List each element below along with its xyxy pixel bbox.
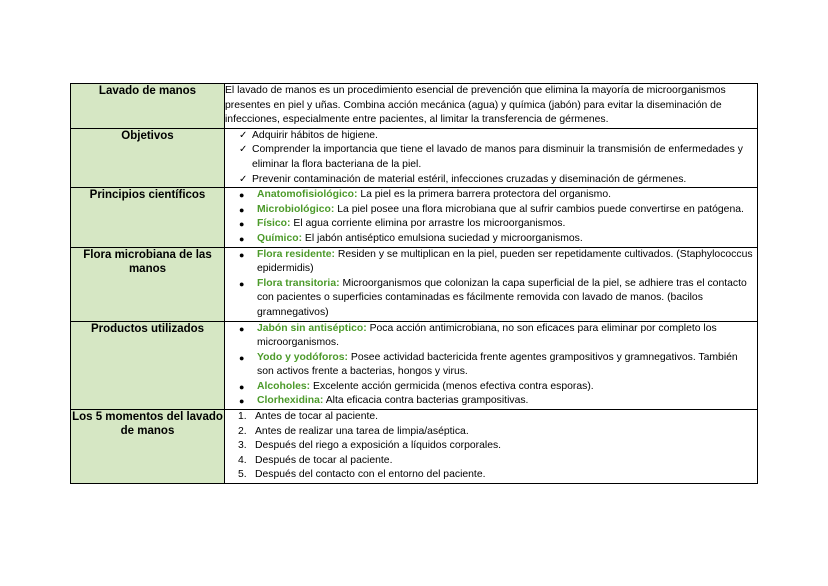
list-item bbox=[225, 351, 757, 380]
moments-list bbox=[225, 410, 757, 483]
list-item: 5. Después del contacto con el entorno del paciente. bbox=[225, 468, 757, 483]
item-text: El agua corriente elimina por arrastre los microorganismos. bbox=[290, 218, 566, 230]
checkmark-icon: ✓ bbox=[239, 129, 248, 141]
list-item bbox=[225, 217, 757, 232]
row-heading: Los 5 momentos del lavado de manos bbox=[71, 410, 225, 484]
item-term: Jabón sin antiséptico: bbox=[257, 322, 367, 334]
list-item: ✓ Prevenir contaminación de material estéril, infecciones cruzadas y diseminación de gérmenes. bbox=[225, 173, 757, 188]
item-number: 1. bbox=[238, 411, 247, 423]
row-flora bbox=[71, 247, 758, 321]
row-content bbox=[225, 410, 758, 484]
bullet-icon: ● bbox=[239, 219, 245, 230]
list-item: 3. Después del riego a exposición a líquidos corporales. bbox=[225, 439, 757, 454]
row-content: El lavado de manos es un procedimiento esencial de prevención que elimina la mayoría de microorganismos presentes en piel y uñas. Combina acción mecánica (agua) y química (jabón) para evitar la diseminación de infecciones, especialmente entre pacientes, al limitar la transferencia de gérmenes. bbox=[225, 84, 758, 129]
item-text: El jabón antiséptico emulsiona suciedad y microorganismos. bbox=[302, 232, 583, 244]
checkmark-icon: ✓ bbox=[239, 144, 248, 156]
bullet-icon: ● bbox=[239, 396, 245, 407]
item-term: Alcoholes: bbox=[257, 380, 311, 392]
list-item bbox=[225, 394, 757, 409]
bullet-icon: ● bbox=[239, 249, 245, 260]
row-momentos bbox=[71, 410, 758, 484]
row-productos bbox=[71, 321, 758, 410]
list-item: 1. Antes de tocar al paciente. bbox=[225, 410, 757, 425]
bullet-icon: ● bbox=[239, 278, 245, 289]
objectives-list bbox=[225, 129, 757, 187]
item-term: Yodo y yodóforos: bbox=[257, 351, 349, 363]
bullet-icon: ● bbox=[239, 204, 245, 215]
item-term: Clorhexidina: bbox=[257, 395, 324, 407]
list-item: 4. Después de tocar al paciente. bbox=[225, 454, 757, 469]
item-number: 4. bbox=[238, 454, 247, 466]
item-text: Alta eficacia contra bacterias grampositivas. bbox=[323, 395, 529, 407]
list-item: ✓ Comprender la importancia que tiene el lavado de manos para disminuir la transmisión de enfermedades y eliminar la flora bacteriana de la piel. bbox=[225, 143, 757, 172]
item-text: La piel posee una flora microbiana que al sufrir cambios puede convertirse en patógena. bbox=[334, 203, 744, 215]
principles-list bbox=[225, 188, 757, 246]
bullet-icon: ● bbox=[239, 323, 245, 334]
item-term: Anatomofisiológico: bbox=[257, 189, 358, 201]
list-item bbox=[225, 203, 757, 218]
item-text: Excelente acción germicida (menos efectiva contra esporas). bbox=[310, 380, 594, 392]
item-term: Flora transitoria: bbox=[257, 277, 340, 289]
flora-list bbox=[225, 248, 757, 321]
bullet-icon: ● bbox=[239, 352, 245, 363]
row-content bbox=[225, 247, 758, 321]
row-content bbox=[225, 128, 758, 187]
row-principios bbox=[71, 188, 758, 247]
list-item: ✓ Adquirir hábitos de higiene. bbox=[225, 129, 757, 144]
item-term: Físico: bbox=[257, 218, 291, 230]
list-item bbox=[225, 277, 757, 321]
products-list bbox=[225, 322, 757, 410]
bullet-icon: ● bbox=[239, 190, 245, 201]
item-term: Microbiológico: bbox=[257, 203, 335, 215]
list-item bbox=[225, 248, 757, 277]
checkmark-icon: ✓ bbox=[239, 173, 248, 185]
list-item bbox=[225, 188, 757, 203]
bullet-icon: ● bbox=[239, 381, 245, 392]
row-heading: Flora microbiana de las manos bbox=[71, 247, 225, 321]
item-number: 3. bbox=[238, 440, 247, 452]
list-item bbox=[225, 322, 757, 351]
row-heading: Lavado de manos bbox=[71, 84, 225, 129]
item-text: Poca acción antimicrobiana, no son eficaces para eliminar por completo los microorganismos. bbox=[257, 322, 717, 349]
item-text: Posee actividad bactericida frente agentes grampositivos y gramnegativos. También son activos frente a bacterias, hongos y virus. bbox=[257, 351, 738, 378]
list-item bbox=[225, 232, 757, 247]
hand-washing-table bbox=[70, 83, 758, 484]
item-text: La piel es la primera barrera protectora del organismo. bbox=[357, 189, 611, 201]
item-term: Químico: bbox=[257, 232, 303, 244]
row-lavado bbox=[71, 84, 758, 129]
row-heading: Principios científicos bbox=[71, 188, 225, 247]
row-heading: Productos utilizados bbox=[71, 321, 225, 410]
list-item: 2. Antes de realizar una tarea de limpia/aséptica. bbox=[225, 425, 757, 440]
row-heading: Objetivos bbox=[71, 128, 225, 187]
row-content bbox=[225, 321, 758, 410]
item-text: Microorganismos que colonizan la capa superficial de la piel, se adhiere tras el contacto con pacientes o superficies contaminadas es fácilmente removida con lavado de manos. (bacilos gramnegativos) bbox=[257, 277, 747, 318]
item-text: Residen y se multiplican en la piel, pueden ser repetidamente cultivados. (Staphylococcus epidermidis) bbox=[257, 248, 753, 275]
list-item bbox=[225, 380, 757, 395]
row-content bbox=[225, 188, 758, 247]
bullet-icon: ● bbox=[239, 233, 245, 244]
item-number: 2. bbox=[238, 425, 247, 437]
row-objetivos bbox=[71, 128, 758, 187]
item-number: 5. bbox=[238, 469, 247, 481]
item-term: Flora residente: bbox=[257, 248, 335, 260]
